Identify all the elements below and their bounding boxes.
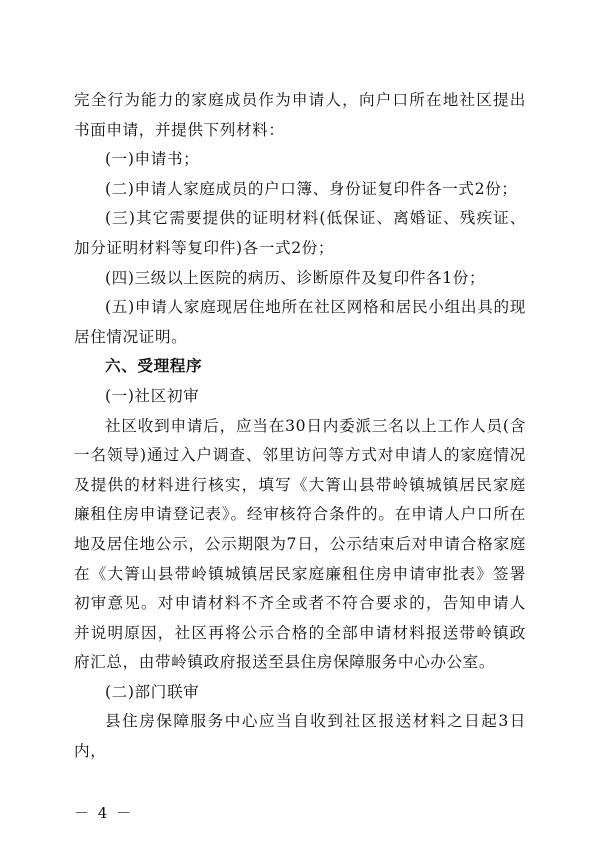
section-heading: 六、受理程序 (105, 357, 203, 376)
material-item-3: (三)其它需要提供的证明材料(低保证、离婚证、残疾证、加分证明材料等复印件)各一式2份； (74, 209, 526, 257)
material-item-1: (一)申请书； (105, 150, 200, 169)
subsection-heading-2: (二)部门联审 (105, 682, 200, 701)
page-number: － 4 － (74, 804, 134, 822)
community-review-paragraph: 社区收到申请后，应当在30日内委派三名以上工作人员(含一名领导)通过入户调查、邻里访问等方式对申请人的家庭情况及提供的材料进行核实，填写《大箐山县带岭镇城镇居民家庭廉租住房申请登记表》。经审核符合条件的。在申请人户口所在地及居住地公示，公示期限为7日，公示结束后对申请合格家庭在《大箐山县带岭镇城镇居民家庭廉租住房申请审批表》签署初审意见。对申请材料不齐全或者不符合要求的，告知申请人并说明原因，社区再将公示合格的全部申请材料报送带岭镇政府汇总，由带岭镇政府报送至县住房保障服务中心办公室。 (74, 416, 526, 672)
joint-review-paragraph: 县住房保障服务中心应当自收到社区报送材料之日起3日内， (74, 712, 526, 761)
material-item-2: (二)申请人家庭成员的户口簿、身份证复印件各一式2份； (105, 179, 518, 198)
paragraph-continuation: 完全行为能力的家庭成员作为申请人，向户口所在地社区提出书面申请，并提供下列材料： (74, 91, 526, 139)
subsection-heading-1: (一)社区初审 (105, 386, 200, 405)
body-text (74, 86, 526, 767)
material-item-5: (五)申请人家庭现居住地所在社区网格和居民小组出具的现居住情况证明。 (74, 298, 526, 346)
material-item-4: (四)三级以上医院的病历、诊断原件及复印件各1份； (105, 268, 486, 287)
